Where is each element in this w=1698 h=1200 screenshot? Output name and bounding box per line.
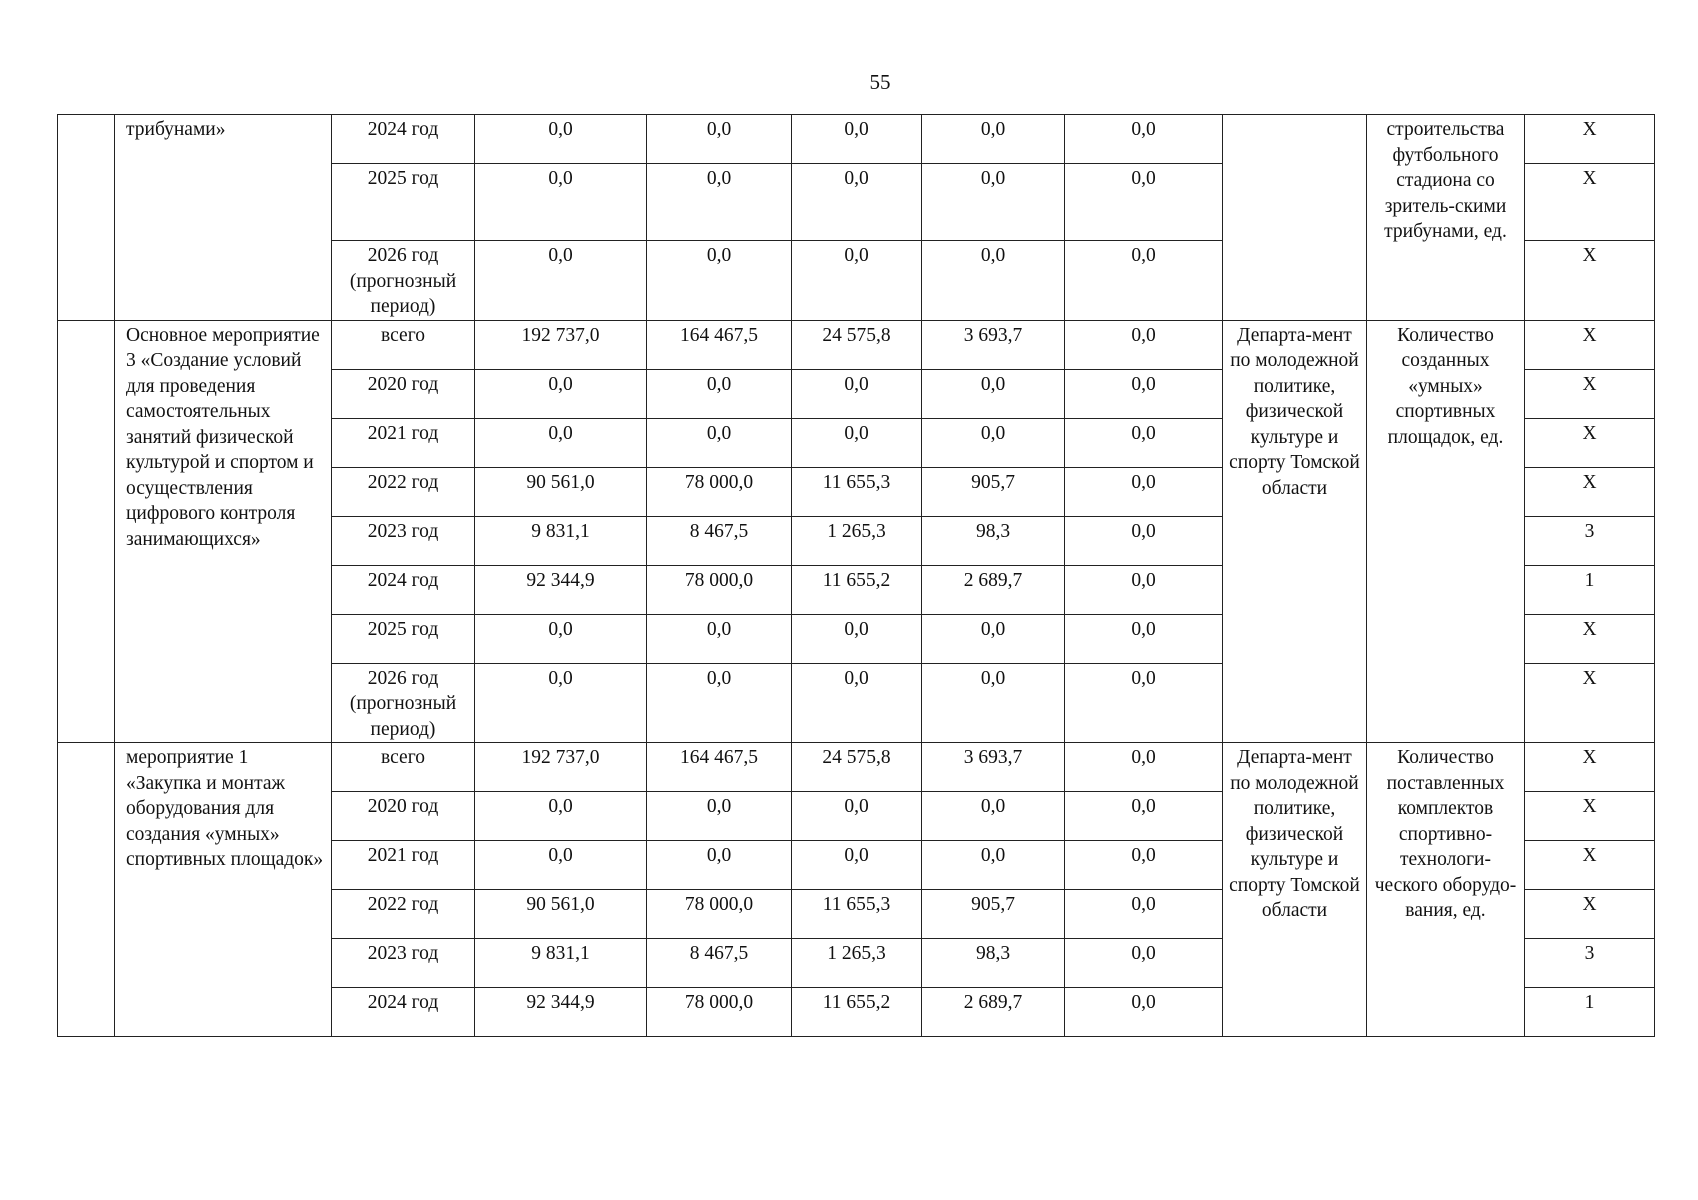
value-cell: 0,0 — [922, 841, 1065, 890]
value-cell: 0,0 — [792, 418, 922, 467]
value-cell: 11 655,3 — [792, 467, 922, 516]
value-cell: 0,0 — [792, 841, 922, 890]
value-cell: 0,0 — [1065, 418, 1223, 467]
page-number: 55 — [869, 70, 891, 94]
value-cell: 0,0 — [1065, 467, 1223, 516]
value-cell: 78 000,0 — [647, 988, 792, 1037]
value-cell: 0,0 — [475, 241, 647, 321]
table-body — [58, 115, 1655, 1037]
value-cell: 98,3 — [922, 516, 1065, 565]
value-cell: 0,0 — [1065, 890, 1223, 939]
indicator-cell: Количество созданных «умных» спортивных площадок, ед. — [1367, 320, 1525, 743]
period-cell: всего — [332, 743, 475, 792]
value-cell: 0,0 — [647, 418, 792, 467]
value-cell: 3 693,7 — [922, 320, 1065, 369]
target-cell: X — [1525, 841, 1655, 890]
period-cell: 2020 год — [332, 369, 475, 418]
value-cell: 24 575,8 — [792, 743, 922, 792]
value-cell: 2 689,7 — [922, 988, 1065, 1037]
value-cell: 1 265,3 — [792, 939, 922, 988]
target-cell: X — [1525, 614, 1655, 663]
target-cell: X — [1525, 320, 1655, 369]
value-cell: 0,0 — [792, 241, 922, 321]
value-cell: 8 467,5 — [647, 516, 792, 565]
period-cell: 2021 год — [332, 418, 475, 467]
value-cell: 11 655,2 — [792, 565, 922, 614]
indicator-cell: Количество поставленных комплектов спортивно-технологи-ческого оборудо-вания, ед. — [1367, 743, 1525, 1037]
value-cell: 0,0 — [922, 418, 1065, 467]
value-cell: 0,0 — [1065, 988, 1223, 1037]
value-cell: 0,0 — [1065, 565, 1223, 614]
period-cell: 2024 год — [332, 115, 475, 164]
value-cell: 92 344,9 — [475, 565, 647, 614]
value-cell: 0,0 — [647, 841, 792, 890]
value-cell: 0,0 — [647, 614, 792, 663]
period-cell: 2022 год — [332, 890, 475, 939]
period-cell: 2026 год (прогнозный период) — [332, 241, 475, 321]
value-cell: 0,0 — [475, 614, 647, 663]
target-cell: X — [1525, 115, 1655, 164]
period-cell: 2026 год (прогнозный период) — [332, 663, 475, 743]
value-cell: 0,0 — [922, 792, 1065, 841]
value-cell: 0,0 — [792, 792, 922, 841]
target-cell: 1 — [1525, 565, 1655, 614]
value-cell: 11 655,3 — [792, 890, 922, 939]
value-cell: 0,0 — [1065, 792, 1223, 841]
value-cell: 905,7 — [922, 467, 1065, 516]
activity-name-cell: мероприятие 1 «Закупка и монтаж оборудования для создания «умных» спортивных площадок» — [115, 743, 332, 1037]
period-cell: 2025 год — [332, 614, 475, 663]
value-cell: 24 575,8 — [792, 320, 922, 369]
period-cell: 2020 год — [332, 792, 475, 841]
value-cell: 0,0 — [1065, 115, 1223, 164]
target-cell: 3 — [1525, 939, 1655, 988]
target-cell: 1 — [1525, 988, 1655, 1037]
activity-name-cell: Основное мероприятие 3 «Создание условий для проведения самостоятельных занятий физической культурой и спортом и осуществления цифрового контроля занимающихся» — [115, 320, 332, 743]
target-cell: X — [1525, 467, 1655, 516]
value-cell: 0,0 — [647, 115, 792, 164]
value-cell: 0,0 — [792, 614, 922, 663]
value-cell: 0,0 — [922, 115, 1065, 164]
value-cell: 0,0 — [475, 418, 647, 467]
value-cell: 78 000,0 — [647, 565, 792, 614]
table-row — [58, 320, 1655, 369]
value-cell: 0,0 — [1065, 320, 1223, 369]
value-cell: 0,0 — [1065, 743, 1223, 792]
value-cell: 0,0 — [647, 164, 792, 241]
target-cell: X — [1525, 241, 1655, 321]
target-cell: X — [1525, 164, 1655, 241]
value-cell: 3 693,7 — [922, 743, 1065, 792]
value-cell: 0,0 — [1065, 939, 1223, 988]
value-cell: 2 689,7 — [922, 565, 1065, 614]
value-cell: 0,0 — [792, 115, 922, 164]
value-cell: 0,0 — [922, 663, 1065, 743]
value-cell: 0,0 — [475, 792, 647, 841]
period-cell: 2024 год — [332, 988, 475, 1037]
value-cell: 0,0 — [475, 369, 647, 418]
value-cell: 8 467,5 — [647, 939, 792, 988]
target-cell: X — [1525, 369, 1655, 418]
value-cell: 1 265,3 — [792, 516, 922, 565]
value-cell: 0,0 — [475, 164, 647, 241]
value-cell: 192 737,0 — [475, 743, 647, 792]
executor-cell — [1223, 115, 1367, 321]
value-cell: 164 467,5 — [647, 320, 792, 369]
period-cell: 2023 год — [332, 939, 475, 988]
value-cell: 0,0 — [1065, 841, 1223, 890]
value-cell: 0,0 — [475, 663, 647, 743]
period-cell: 2021 год — [332, 841, 475, 890]
value-cell: 0,0 — [647, 663, 792, 743]
value-cell: 9 831,1 — [475, 939, 647, 988]
period-cell: 2022 год — [332, 467, 475, 516]
activity-name-cell: трибунами» — [115, 115, 332, 321]
value-cell: 78 000,0 — [647, 467, 792, 516]
value-cell: 11 655,2 — [792, 988, 922, 1037]
period-cell: 2024 год — [332, 565, 475, 614]
value-cell: 0,0 — [1065, 614, 1223, 663]
value-cell: 0,0 — [922, 369, 1065, 418]
target-cell: X — [1525, 418, 1655, 467]
value-cell: 0,0 — [922, 614, 1065, 663]
value-cell: 192 737,0 — [475, 320, 647, 369]
executor-cell: Департа-мент по молодежной политике, физической культуре и спорту Томской области — [1223, 743, 1367, 1037]
value-cell: 0,0 — [792, 164, 922, 241]
table-row — [58, 115, 1655, 164]
value-cell: 0,0 — [1065, 663, 1223, 743]
number-cell — [58, 115, 115, 321]
target-cell: 3 — [1525, 516, 1655, 565]
value-cell: 0,0 — [1065, 369, 1223, 418]
period-cell: всего — [332, 320, 475, 369]
value-cell: 0,0 — [1065, 516, 1223, 565]
period-cell: 2023 год — [332, 516, 475, 565]
value-cell: 92 344,9 — [475, 988, 647, 1037]
value-cell: 0,0 — [647, 369, 792, 418]
value-cell: 0,0 — [475, 115, 647, 164]
program-budget-table — [57, 114, 1655, 1037]
period-cell: 2025 год — [332, 164, 475, 241]
target-cell: X — [1525, 663, 1655, 743]
number-cell — [58, 743, 115, 1037]
value-cell: 164 467,5 — [647, 743, 792, 792]
value-cell: 98,3 — [922, 939, 1065, 988]
value-cell: 0,0 — [792, 663, 922, 743]
value-cell: 0,0 — [475, 841, 647, 890]
value-cell: 0,0 — [647, 241, 792, 321]
value-cell: 0,0 — [922, 241, 1065, 321]
value-cell: 905,7 — [922, 890, 1065, 939]
value-cell: 78 000,0 — [647, 890, 792, 939]
table-row — [58, 743, 1655, 792]
value-cell: 90 561,0 — [475, 890, 647, 939]
value-cell: 0,0 — [922, 164, 1065, 241]
value-cell: 0,0 — [792, 369, 922, 418]
number-cell — [58, 320, 115, 743]
executor-cell: Департа-мент по молодежной политике, физической культуре и спорту Томской области — [1223, 320, 1367, 743]
target-cell: X — [1525, 890, 1655, 939]
value-cell: 90 561,0 — [475, 467, 647, 516]
indicator-cell: строительства футбольного стадиона со зритель-скими трибунами, ед. — [1367, 115, 1525, 321]
value-cell: 0,0 — [1065, 164, 1223, 241]
value-cell: 9 831,1 — [475, 516, 647, 565]
target-cell: X — [1525, 792, 1655, 841]
target-cell: X — [1525, 743, 1655, 792]
value-cell: 0,0 — [1065, 241, 1223, 321]
value-cell: 0,0 — [647, 792, 792, 841]
